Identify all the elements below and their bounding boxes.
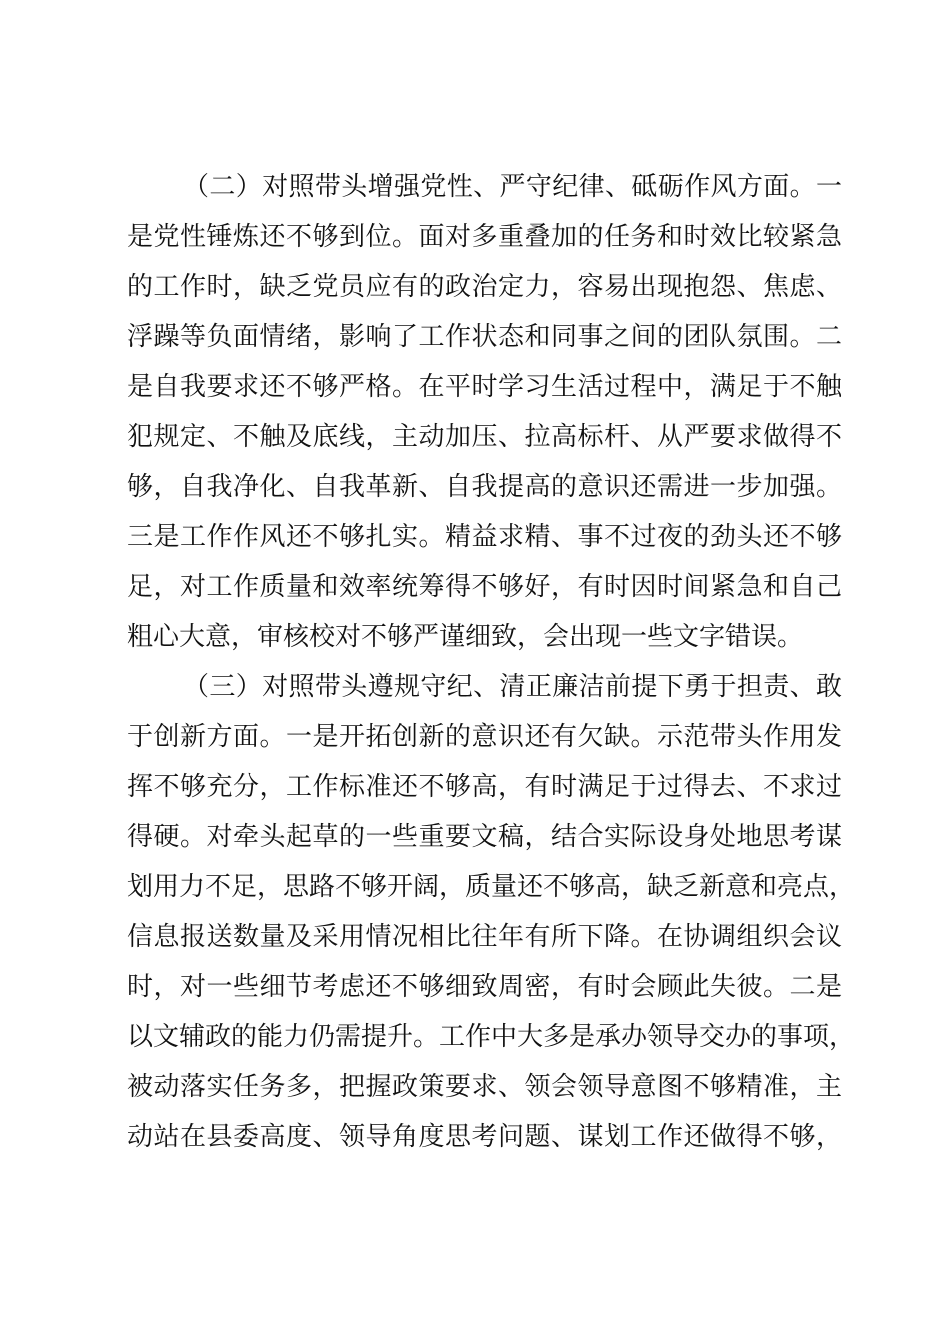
paragraph-section-2 [127,162,842,662]
paragraph-section-3 [127,662,856,1162]
text-line: 得硬。对牵头起草的一些重要文稿，结合实际设身处地思考谋 [127,822,842,852]
text-line: 信息报送数量及采用情况相比往年有所下降。在协调组织会议 [127,922,842,952]
document-body [127,162,856,1162]
text-line: 足，对工作质量和效率统筹得不够好，有时因时间紧急和自己 [127,572,842,602]
text-line: 时，对一些细节考虑还不够细致周密，有时会顾此失彼。二是 [127,972,842,1002]
text-line: 浮躁等负面情绪，影响了工作状态和同事之间的团队氛围。二 [127,322,842,352]
text-line: 够，自我净化、自我革新、自我提高的意识还需进一步加强。 [127,472,842,502]
text-line: 动站在县委高度、领导角度思考问题、谋划工作还做得不够， [127,1122,842,1152]
text-line: （三）对照带头遵规守纪、清正廉洁前提下勇于担责、敢 [183,672,842,702]
text-line: 划用力不足，思路不够开阔，质量还不够高，缺乏新意和亮点， [127,872,856,902]
text-line: 三是工作作风还不够扎实。精益求精、事不过夜的劲头还不够 [127,522,842,552]
text-line: 的工作时，缺乏党员应有的政治定力，容易出现抱怨、焦虑、 [127,272,842,302]
text-line: （二）对照带头增强党性、严守纪律、砥砺作风方面。一 [183,172,842,202]
text-line: 被动落实任务多，把握政策要求、领会领导意图不够精准，主 [127,1072,842,1102]
text-line: 粗心大意，审核校对不够严谨细致，会出现一些文字错误。 [127,622,804,652]
text-line: 是自我要求还不够严格。在平时学习生活过程中，满足于不触 [127,372,842,402]
text-line: 于创新方面。一是开拓创新的意识还有欠缺。示范带头作用发 [127,722,842,752]
text-line: 以文辅政的能力仍需提升。工作中大多是承办领导交办的事项， [127,1022,856,1052]
text-line: 犯规定、不触及底线，主动加压、拉高标杆、从严要求做得不 [127,422,842,452]
text-line: 是党性锤炼还不够到位。面对多重叠加的任务和时效比较紧急 [127,222,842,252]
text-line: 挥不够充分，工作标准还不够高，有时满足于过得去、不求过 [127,772,842,802]
